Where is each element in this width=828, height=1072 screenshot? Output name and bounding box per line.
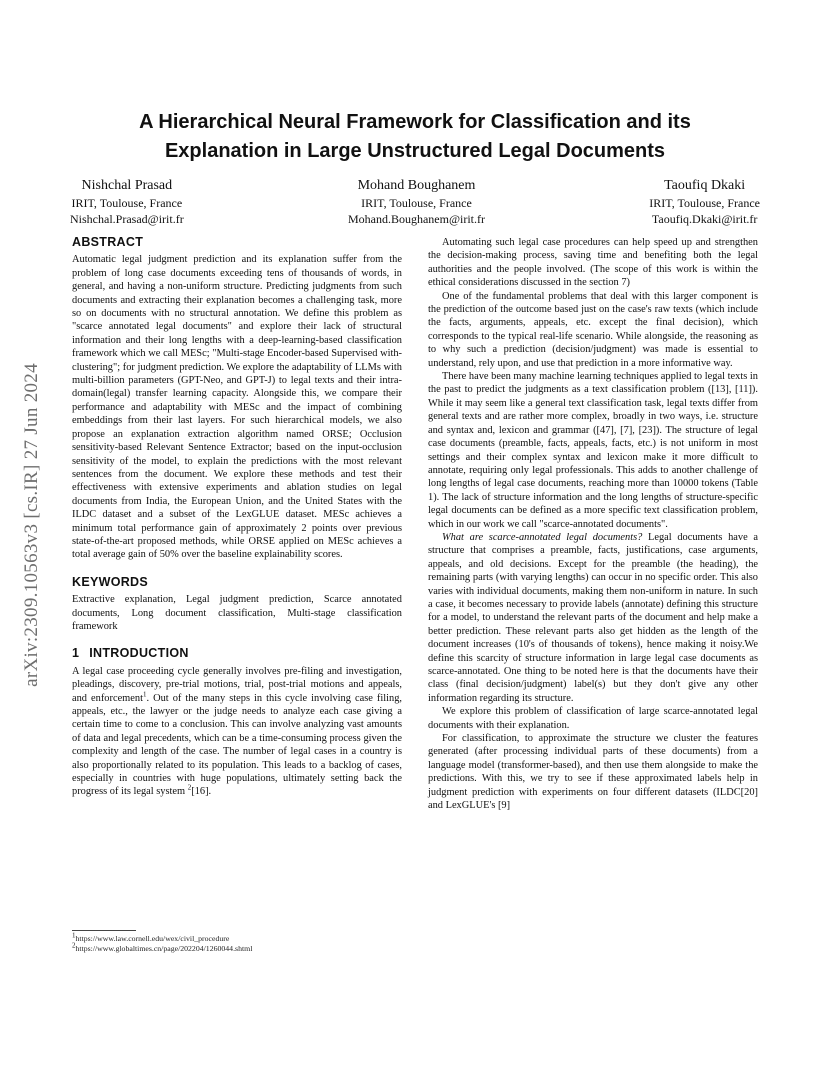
citation-link[interactable]: [16]. — [191, 786, 212, 798]
section-title: INTRODUCTION — [89, 646, 189, 661]
footnote-rule — [72, 930, 136, 931]
footnote-2 — [72, 941, 402, 954]
author-name: Mohand Boughanem — [357, 178, 476, 193]
author-affiliation: IRIT, Toulouse, France — [71, 196, 183, 210]
abstract-heading: ABSTRACT — [72, 235, 144, 249]
footnote-ref-2[interactable]: 2 — [187, 783, 192, 792]
text-run: Legal documents have a structure that comprises a preamble, facts, justifications, case arguments, appeals, and old decisions. Except for the preamble (the heading), the remaining parts (with varying lengths) can occur in no specific order. This also varies with individual documents, making them non-uniform in nature. In such a case, it becomes necessary to provide labels (annotate) defining this structure for a model, to understand the relevant parts of the document and help make a better prediction. These relevant parts also get hidden as the length of the document increases (10's of thousands of tokens), hence making it noisy.We define this scarcity of structure information in large legal case documents as scarce-annotated. One thing to be noted here is that the documents have their class (final decision/judgment) label(s) but they don't give any other information regarding its structure. — [428, 531, 758, 704]
author-2 — [348, 176, 485, 227]
intro-paragraph-5 — [428, 531, 758, 705]
footnotes — [72, 930, 402, 954]
footnote-number: 2 — [72, 941, 76, 950]
author-email[interactable]: Nishchal.Prasad@irit.fr — [70, 212, 184, 226]
section-number: 1 — [72, 646, 80, 661]
title-line-1: A Hierarchical Neural Framework for Classification and its — [139, 111, 691, 133]
author-name: Nishchal Prasad — [81, 178, 173, 193]
arxiv-identifier-text: arXiv:2309.10563v3 [cs.IR] 27 Jun 2024 — [21, 363, 42, 687]
text-run: A legal case proceeding cycle generally involves pre-filing and investigation, pleadings, discovery, pre-trial motions, trial, post-trial motions and appeals, and enforcement — [72, 665, 402, 704]
introduction-heading — [72, 647, 402, 660]
author-block — [70, 176, 760, 227]
abstract-text: Automatic legal judgment prediction and its explanation suffer from the problem of long case documents exceeding tens of thousands of words, in general, and having a non-uniform structure. Predicting judgments from such documents and extracting their explanation becomes a challenging task, more so on documents with no structural annotation. We define this problem as "scarce annotated legal documents" and explore their lack of structural information and their long lengths with a deep-learning-based classification framework which we call MESc; "Multi-stage Encoder-based Supervised with-clustering"; for judgment prediction. We explore the adaptability of LLMs with multi-billion parameters (GPT-Neo, and GPT-J) to legal texts and their intra-domain(legal) transfer learning capacity. Alongside this, we compare their performance and adaptability with MESc and the impact of combining embeddings from their last layers. For such hierarchical models, we also propose an explanation extraction algorithm named ORSE; Occlusion sensitivity-based Relevant Sentence Extractor; based on the input-occlusion sensitivity of the model, to explain the predictions with the most relevant sentences from the document. We explore these methods and test their effectiveness with extensive experiments and ablation studies on legal documents from India, the European Union, and the United States with the ILDC dataset and a subset of the LexGLUE dataset. MESc achieves a minimum total performance gain of approximately 2 points over previous state-of-the-art proposed methods, while ORSE applied on MESc achieves a total average gain of 50% over the baseline explainability scores. — [72, 254, 402, 561]
question-emphasis: What are scarce-annotated legal documents? — [442, 531, 643, 543]
footnote-url[interactable]: https://www.law.cornell.edu/wex/civil_procedure — [75, 934, 230, 943]
keywords-text: Extractive explanation, Legal judgment prediction, Scarce annotated documents, Long document classification, Multi-stage classification framework — [72, 594, 402, 632]
left-column — [72, 236, 402, 799]
footnote-ref-1[interactable]: 1 — [142, 690, 147, 699]
author-affiliation: IRIT, Toulouse, France — [361, 196, 472, 210]
footnote-number: 1 — [72, 931, 76, 940]
intro-paragraph-2: Automating such legal case procedures can help speed up and strengthen the decision-making process, saving time and benefiting both the legal authorities and the people involved. (The scope of this work is within the ethical considerations discussed in the section 7) — [428, 237, 758, 289]
intro-paragraph-3: One of the fundamental problems that deal with this larger component is the prediction of the outcome based just on the case's raw texts (which include the facts, arguments, appeals, etc. except the final decision), which corresponds to the typical real-life scenario. While alongside, the reasoning as to why such a prediction (decision/judgment) was made is essential to understand, rely upon, and use that prediction in a more informative way. — [428, 290, 758, 369]
title-line-2: Explanation in Large Unstructured Legal Documents — [164, 140, 666, 162]
author-affiliation: IRIT, Toulouse, France — [649, 196, 760, 210]
author-1 — [70, 176, 184, 227]
right-column — [428, 236, 758, 812]
author-email[interactable]: Mohand.Boughanem@irit.fr — [347, 212, 486, 226]
author-3 — [649, 176, 760, 227]
paper-title — [70, 108, 760, 166]
introduction-paragraph-1 — [72, 665, 402, 799]
author-name: Taoufiq Dkaki — [664, 178, 746, 193]
intro-paragraph-6: We explore this problem of classification of large scarce-annotated legal documents with their explanation. — [428, 706, 758, 731]
text-run: . Out of the many steps in this cycle involving case filing, appeals, etc., the lawyer or the judge needs to analyze each case giving a certain time to come to a conclusion. This can involve analyzing vast amounts of data and legal precedents, which can be a time-consuming process given the complexity and length of the case. The number of legal cases in a country is also proportionally related to its population. This leads to a backlog of cases, especially in countries with huge populations, ultimately setting back the progress of its legal system — [72, 692, 402, 798]
author-email[interactable]: Taoufiq.Dkaki@irit.fr — [651, 212, 758, 226]
intro-paragraph-7: For classification, to approximate the structure we cluster the features generated (after processing individual parts of these documents) from a language model (transformer-based), and then use them alongside to make the predictions. With this, we try to see if these approximated labels help in judgment prediction with experiments on four different datasets (ILDC[20] and LexGLUE's [9] — [428, 733, 758, 812]
footnote-url[interactable]: https://www.globaltimes.cn/page/202204/1260044.shtml — [75, 944, 253, 953]
keywords-heading: KEYWORDS — [72, 574, 149, 589]
footnote-1 — [72, 931, 402, 944]
arxiv-identifier — [8, 290, 56, 760]
intro-paragraph-4: There have been many machine learning techniques applied to legal texts in the past to predict the judgments as a text classification problem ([13], [11]). While it may seem like a general text classification task, legal texts differ from general texts and are rather more complex, broadly in two ways, i.e. structure and syntax and, lexicon and grammar ([47], [7], [23]). The structure of legal case documents (preamble, facts, appeals, facts, etc.) is not uniform in most settings and their complex syntax and lexicon make it more difficult to annotate, requiring only legal professionals. This adds to another challenge of long lengths of legal case documents, reaching more than 10000 tokens (Table 1). The lack of structure information and the long lengths of structure-specific legal documents can be defined as a more specific text classification problem, which in our work we call "scarce-annotated documents". — [428, 371, 758, 530]
